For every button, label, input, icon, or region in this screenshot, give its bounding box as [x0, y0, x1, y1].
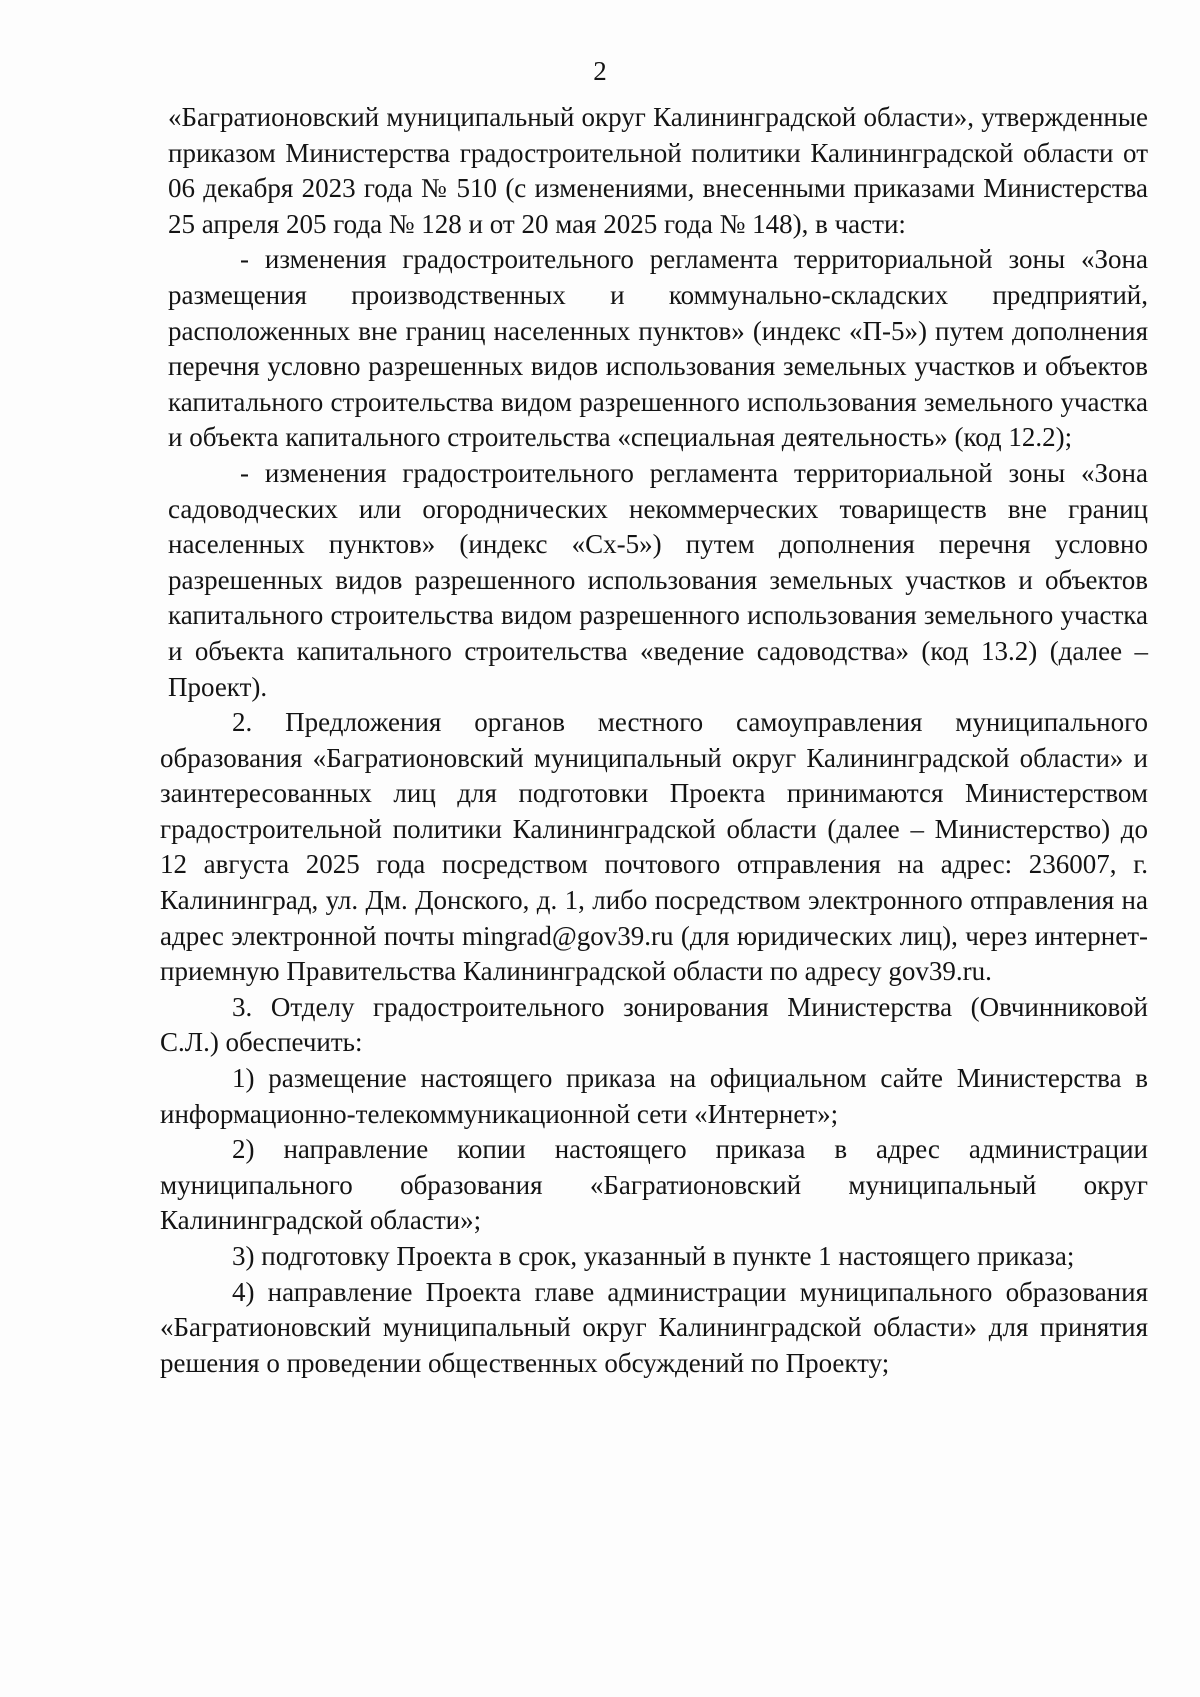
- paragraph-subitem-4: 4) направление Проекта главе администрации муниципального образования «Багратионовский муниципальный округ Калининградской области» для принятия решения о проведении общественных обсуждений по Проекту;: [160, 1276, 1148, 1378]
- paragraph-item-3-department: 3. Отделу градостроительного зонирования Министерства (Овчинниковой С.Л.) обеспечить:: [160, 991, 1148, 1058]
- paragraph-item-2-proposals: 2. Предложения органов местного самоуправления муниципального образования «Багратионовский муниципальный округ Калининградской области» и заинтересованных лиц для подготовки Проекта принимаются Министерством градостроительной политики Калининградской области (далее – Министерство) до 12 августа 2025 года посредством почтового отправления на адрес: 236007, г. Калининград, ул. Дм. Донского, д. 1, либо посредством электронного отправления на адрес электронной почты mingrad@gov39.ru (для юридических лиц), через интернет-приемную Правительства Калининградской области по адресу gov39.ru.: [160, 707, 1148, 987]
- paragraph-subitem-2: 2) направление копии настоящего приказа в адрес администрации муниципального образования «Багратионовский муниципальный округ Калининградской области»;: [160, 1134, 1148, 1236]
- paragraph-subitem-3: 3) подготовку Проекта в срок, указанный в пункте 1 настоящего приказа;: [232, 1241, 1075, 1271]
- paragraph-zone-sx5: - изменения градостроительного регламента территориальной зоны «Зона садоводческих или огороднических некоммерческих товариществ вне границ населенных пунктов» (индекс «Сх-5») путем дополнения перечня условно разрешенных видов разрешенного использования земельных участков и объектов капитального строительства видом разрешенного использования земельного участка и объекта капитального строительства «ведение садоводства» (код 13.2) (далее – Проект).: [168, 457, 1148, 702]
- paragraph-zone-p5: - изменения градостроительного регламента территориальной зоны «Зона размещения производственных и коммунально-складских предприятий, расположенных вне границ населенных пунктов» (индекс «П-5») путем дополнения перечня условно разрешенных видов использования земельных участков и объектов капитального строительства видом разрешенного использования земельного участка и объекта капитального строительства «специальная деятельность» (код 12.2);: [168, 244, 1148, 453]
- document-body: [160, 100, 1148, 1381]
- paragraph-subitem-1: 1) размещение настоящего приказа на официальном сайте Министерства в информационно-телекоммуникационной сети «Интернет»;: [160, 1063, 1148, 1129]
- page-number: 2: [593, 56, 607, 86]
- paragraph-intro: «Багратионовский муниципальный округ Калининградской области», утвержденные приказом Министерства градостроительной политики Калининградской области от 06 декабря 2023 года № 510 (с изменениями, внесенными приказами Министерства 25 апреля 205 года № 128 и от 20 мая 2025 года № 148), в части:: [168, 102, 1148, 239]
